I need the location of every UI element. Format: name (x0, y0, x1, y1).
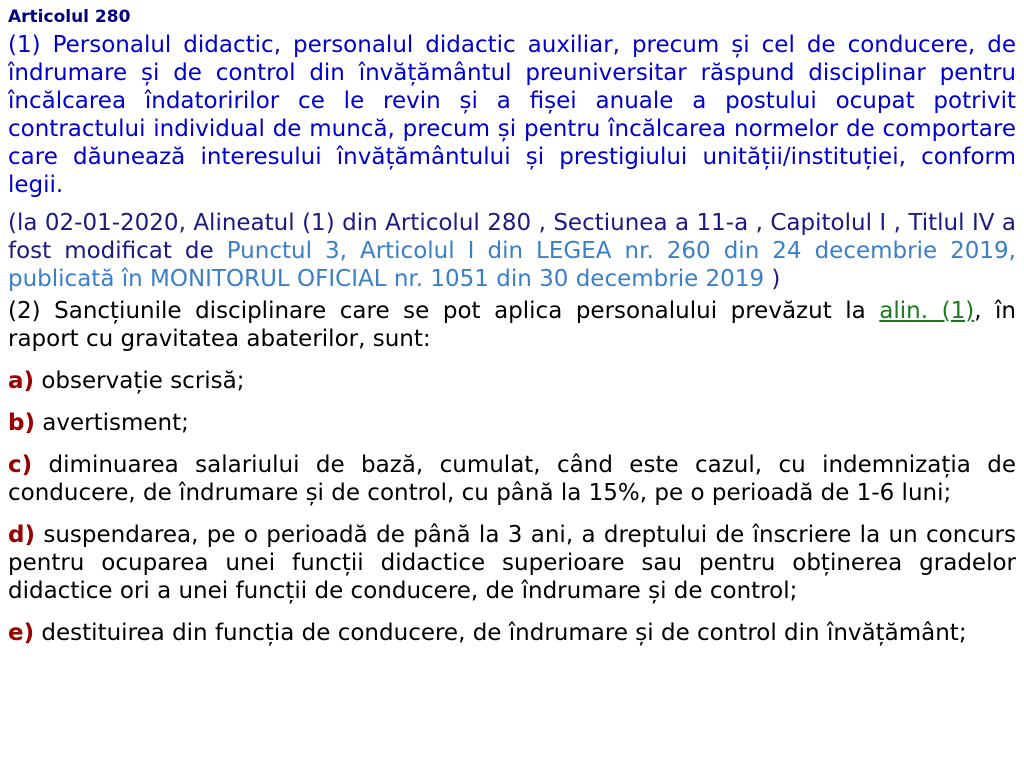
amendment-suffix: ) (764, 266, 781, 292)
list-item-a (8, 367, 1016, 395)
amendment-prefix: (la 02-01-2020, Alineatul (1) din Articolul 280 , Sectiunea a 11-a , Capitolul I , Titlul IV a fost modificat de (8, 210, 1016, 264)
item-letter: a) (8, 368, 35, 394)
list-item-d (8, 521, 1016, 605)
item-letter: e) (8, 620, 35, 646)
paragraph-2-after: , în raport cu gravitatea abaterilor, sunt: (8, 298, 1017, 352)
item-letter: b) (8, 410, 35, 436)
paragraph-2 (8, 297, 1016, 353)
article-title: Articolul 280 (8, 7, 131, 27)
alin-1-link[interactable]: alin. (1) (879, 298, 975, 324)
item-text: suspendarea, pe o perioadă de până la 3 ani, a dreptului de înscriere la un concurs pentru ocuparea unei funcții didactice superioare sau pentru obținerea gradelor didactice ori a unei funcții de conducere, de îndrumare și de control; (8, 522, 1016, 604)
list-item-b (8, 409, 1016, 437)
item-letter: c) (8, 452, 33, 478)
list-item-c (8, 451, 1016, 507)
item-text: destituirea din funcția de conducere, de îndrumare și de control din învățământ; (34, 620, 967, 646)
item-text: avertisment; (34, 410, 189, 436)
paragraph-1: (1) Personalul didactic, personalul didactic auxiliar, precum și cel de conducere, de îndrumare și de control din învățământul preuniversitar răspund disciplinar pentru încălcarea îndatoririlor ce le revin și a fișei anuale a postului ocupat potrivit contractului individual de muncă, precum și pentru încălcarea normelor de comportare care dăunează interesului învățământului și prestigiului unității/instituției, conform legii. (8, 32, 1016, 198)
law-article (8, 6, 1016, 647)
list-item-e (8, 619, 1016, 647)
item-text: observație scrisă; (34, 368, 245, 394)
amendment-note (8, 209, 1016, 293)
item-letter: d) (8, 522, 35, 548)
amendment-source-link[interactable]: Punctul 3, Articolul I din LEGEA nr. 260 din 24 decembrie 2019, publicată în MONITORUL OFICIAL nr. 1051 din 30 decembrie 2019 (8, 238, 1016, 292)
item-text: diminuarea salariului de bază, cumulat, când este cazul, cu indemnizația de conducere, de îndrumare și de control, cu până la 15%, pe o perioadă de 1-6 luni; (8, 452, 1016, 506)
paragraph-2-before: (2) Sancțiunile disciplinare care se pot aplica personalului prevăzut la (8, 298, 880, 324)
